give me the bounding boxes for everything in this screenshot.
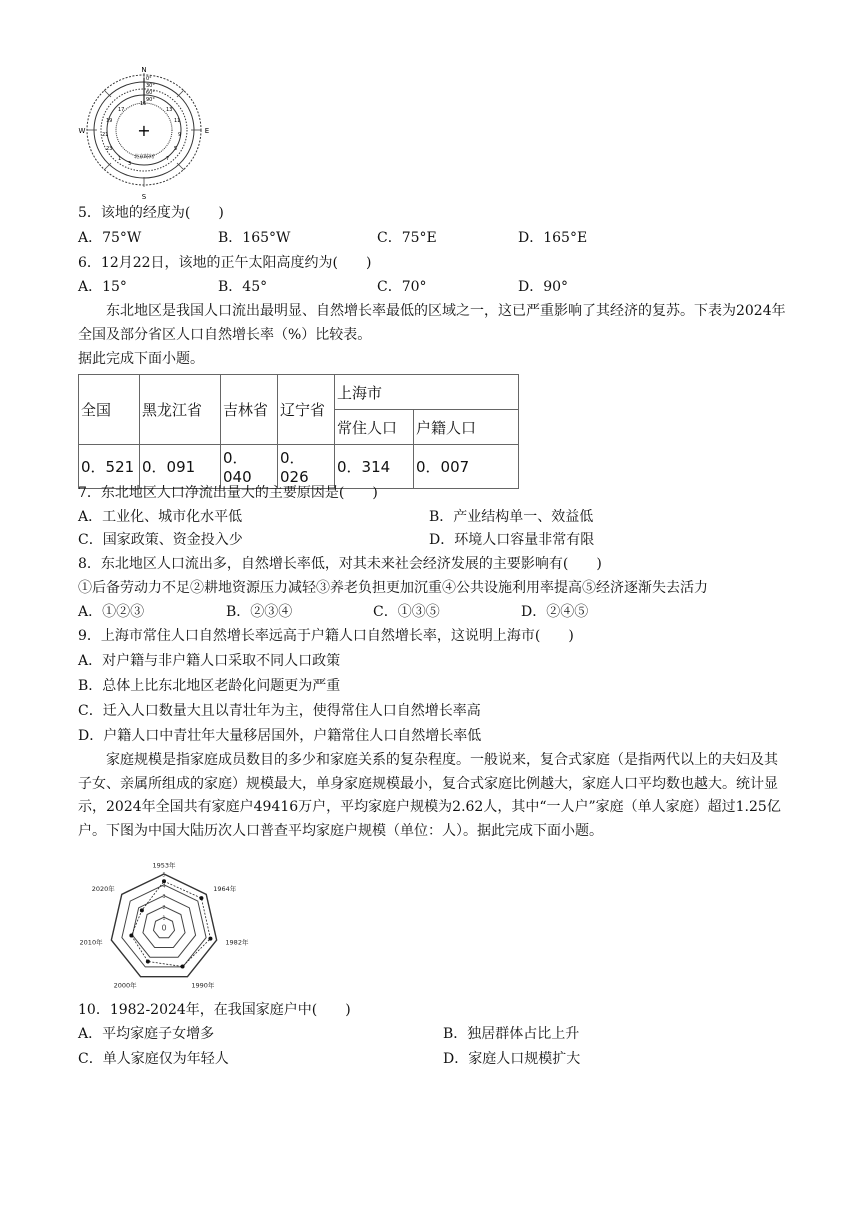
value-resident: 0．314 — [335, 445, 414, 489]
data-point — [208, 937, 212, 941]
hour-label: 21 — [102, 132, 109, 138]
passage-instruction: 据此完成下面小题。 — [78, 351, 204, 367]
question-10-stem: 10．1982-2024年，在我国家庭户中( ) — [78, 1002, 351, 1018]
value-national: 0．521 — [79, 445, 140, 489]
value-jilin: 0．040 — [221, 445, 278, 489]
ring-tick-label: 4 — [162, 883, 166, 890]
q8-option-d[interactable]: D．②④⑤ — [521, 604, 589, 620]
q6-option-b[interactable]: B．45° — [218, 279, 268, 295]
ring-tick-label: 3 — [162, 894, 166, 901]
hour-label: 5 — [174, 146, 178, 152]
q5-option-d[interactable]: D．165°E — [518, 230, 588, 246]
ring-label: 0° — [146, 76, 152, 82]
ring-tick-label: 0 — [161, 923, 167, 933]
category-label: 1982年 — [225, 938, 249, 947]
q7-option-c[interactable]: C．国家政策、资金投入少 — [78, 532, 243, 548]
data-point — [140, 908, 144, 912]
compass-s-label: S — [141, 193, 147, 200]
q6-option-d[interactable]: D．90° — [518, 279, 569, 295]
hour-label: 9 — [178, 132, 182, 138]
hour-label: 7 — [166, 156, 170, 162]
compass-w-label: W — [78, 127, 86, 135]
ring-label: 90° — [146, 97, 155, 103]
header-jilin: 吉林省 — [221, 375, 278, 445]
ring-label: 30° — [146, 83, 155, 89]
q6-option-a[interactable]: A．15° — [78, 279, 127, 295]
compass-e-label: E — [204, 127, 210, 135]
q10-option-a[interactable]: A．平均家庭子女增多 — [78, 1026, 215, 1042]
data-point — [199, 896, 203, 900]
hour-label: 19 — [106, 118, 113, 124]
category-label: 1953年 — [152, 861, 176, 870]
q7-option-b[interactable]: B．产业结构单一、效益低 — [429, 509, 594, 525]
question-6-stem: 6．12月22日，该地的正午太阳高度约为( ) — [78, 255, 372, 271]
question-7-stem: 7．东北地区人口净流出量大的主要原因是( ) — [78, 485, 378, 501]
series-line — [131, 881, 210, 966]
header-heilongjiang: 黑龙江省 — [140, 375, 221, 445]
q6-option-c[interactable]: C．70° — [377, 279, 427, 295]
q10-option-d[interactable]: D．家庭人口规模扩大 — [443, 1051, 581, 1067]
question-9-stem: 9．上海市常住人口自然增长率远高于户籍人口自然增长率，这说明上海市( ) — [78, 628, 574, 644]
value-heilongjiang: 0．091 — [140, 445, 221, 489]
value-registered: 0．007 — [414, 445, 519, 489]
category-label: 1990年 — [191, 981, 215, 990]
ring-label: 60° — [146, 90, 155, 96]
header-national: 全国 — [79, 375, 140, 445]
q10-option-b[interactable]: B．独居群体占比上升 — [443, 1026, 580, 1042]
hour-label: 1 — [118, 156, 122, 162]
category-label: 1964年 — [213, 885, 237, 894]
header-liaoning: 辽宁省 — [278, 375, 335, 445]
hour-label: 23 — [106, 146, 113, 152]
data-point — [162, 879, 166, 883]
q10-option-c[interactable]: C．单人家庭仅为年轻人 — [78, 1051, 229, 1067]
q9-option-b[interactable]: B．总体上比东北地区老龄化问题更为严重 — [78, 678, 341, 694]
q8-items: ①后备劳动力不足②耕地资源压力减轻③养老负担更加沉重④公共设施利用率提高⑤经济逐渐失去活力 — [78, 580, 708, 596]
header-shanghai: 上海市 — [335, 375, 519, 410]
center-mark: + — [137, 121, 151, 140]
header-resident-population: 常住人口 — [335, 410, 414, 445]
hour-label: 15 — [140, 101, 147, 107]
hour-label: 13 — [166, 107, 173, 113]
hour-label: 3 — [128, 161, 132, 167]
data-point — [129, 933, 133, 937]
value-liaoning: 0．026 — [278, 445, 335, 489]
compass-n-label: N — [141, 66, 147, 74]
category-label: 2000年 — [113, 981, 137, 990]
category-label: 2020年 — [91, 885, 115, 894]
q8-option-b[interactable]: B．②③④ — [226, 604, 293, 620]
q5-option-c[interactable]: C．75°E — [377, 230, 437, 246]
diagram-caption: 北京时间 — [133, 154, 155, 160]
q7-option-d[interactable]: D．环境人口容量非常有限 — [429, 532, 595, 548]
sun-path-diagram — [78, 64, 218, 200]
ring-tick-label: 2 — [162, 904, 166, 911]
family-size-radar-chart — [78, 856, 258, 996]
q9-option-a[interactable]: A．对户籍与非户籍人口采取不同人口政策 — [78, 653, 341, 669]
question-8-stem: 8．东北地区人口流出多，自然增长率低，对其未来社会经济发展的主要影响有( ) — [78, 556, 602, 572]
q5-option-b[interactable]: B．165°W — [218, 230, 291, 246]
q8-option-c[interactable]: C．①③⑤ — [373, 604, 440, 620]
passage-family-size: 家庭规模是指家庭成员数目的多少和家庭关系的复杂程度。一般说来，复合式家庭（是指两代以上的夫妇及其子女、亲属所组成的家庭）规模最大，单身家庭规模最小，复合式家庭比例越大，家庭人口平均数也越大。统计显示，2024年全国共有家庭户49416万户，平均家庭户规模为2.62人，其中“一人户”家庭（单人家庭）超过1.25亿户。下图为中国大陆历次人口普查平均家庭户规模（单位：人）。据此完成下面小题。 — [78, 752, 781, 839]
q9-option-d[interactable]: D．户籍人口中青壮年大量移居国外，户籍常住人口自然增长率低 — [78, 728, 482, 744]
q7-option-a[interactable]: A．工业化、城市化水平低 — [78, 509, 243, 525]
ring-tick-label: 1 — [162, 915, 166, 922]
ring-tick-label: 5 — [162, 872, 166, 879]
q8-option-a[interactable]: A．①②③ — [78, 604, 145, 620]
growth-rate-table — [78, 374, 519, 489]
header-registered-population: 户籍人口 — [414, 410, 519, 445]
q9-option-c[interactable]: C．迁入人口数量大且以青壮年为主，使得常住人口自然增长率高 — [78, 703, 481, 719]
data-point — [181, 965, 185, 969]
q5-option-a[interactable]: A．75°W — [78, 230, 142, 246]
hour-label: 11 — [174, 118, 181, 124]
passage-northeast: 东北地区是我国人口流出最明显、自然增长率最低的区域之一，这已严重影响了其经济的复苏。下表为2024年全国及部分省区人口自然增长率（%）比较表。 — [78, 303, 786, 343]
question-5-stem: 5．该地的经度为( ) — [78, 205, 224, 221]
category-label: 2010年 — [79, 938, 103, 947]
data-point — [146, 959, 150, 963]
hour-label: 17 — [118, 107, 125, 113]
